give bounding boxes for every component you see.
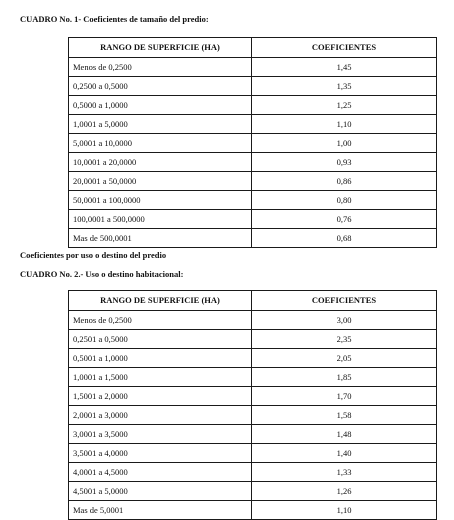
- column-header-coefficients: COEFICIENTES: [252, 38, 437, 58]
- table-row: [69, 311, 437, 330]
- range-cell: 0,5001 a 1,0000: [69, 349, 252, 368]
- coefficient-cell: 2,35: [252, 330, 437, 349]
- table-row: [69, 425, 437, 444]
- coefficient-cell: 1,26: [252, 482, 437, 501]
- range-cell: 10,0001 a 20,0000: [69, 153, 252, 172]
- range-cell: 1,0001 a 5,0000: [69, 115, 252, 134]
- cuadro-2-title: CUADRO No. 2.- Uso o destino habitacional:: [20, 269, 184, 279]
- range-cell: Mas de 500,0001: [69, 229, 252, 248]
- coefficient-cell: 0,76: [252, 210, 437, 229]
- range-cell: Menos de 0,2500: [69, 311, 252, 330]
- table-row: [69, 387, 437, 406]
- coefficient-cell: 1,25: [252, 96, 437, 115]
- table-header-row: [69, 291, 437, 311]
- range-cell: 5,0001 a 10,0000: [69, 134, 252, 153]
- coefficient-cell: 1,10: [252, 115, 437, 134]
- range-cell: 100,0001 a 500,0000: [69, 210, 252, 229]
- coefficient-cell: 1,58: [252, 406, 437, 425]
- cuadro-1-title: CUADRO No. 1- Coeficientes de tamaño del predio:: [20, 14, 209, 24]
- coefficient-cell: 3,00: [252, 311, 437, 330]
- coefficient-cell: 1,35: [252, 77, 437, 96]
- column-header-coefficients: COEFICIENTES: [252, 291, 437, 311]
- coefficient-cell: 1,33: [252, 463, 437, 482]
- coefficient-cell: 0,86: [252, 172, 437, 191]
- range-cell: 2,0001 a 3,0000: [69, 406, 252, 425]
- table-row: [69, 229, 437, 248]
- range-cell: 0,2500 a 0,5000: [69, 77, 252, 96]
- table-row: [69, 463, 437, 482]
- range-cell: 4,5001 a 5,0000: [69, 482, 252, 501]
- table-row: [69, 210, 437, 229]
- range-cell: 20,0001 a 50,0000: [69, 172, 252, 191]
- coefficient-cell: 1,85: [252, 368, 437, 387]
- table-row: [69, 191, 437, 210]
- table-row: [69, 444, 437, 463]
- range-cell: Mas de 5,0001: [69, 501, 252, 520]
- range-cell: 4,0001 a 4,5000: [69, 463, 252, 482]
- table-row: [69, 349, 437, 368]
- coefficient-cell: 0,93: [252, 153, 437, 172]
- table-row: [69, 368, 437, 387]
- coefficient-cell: 1,10: [252, 501, 437, 520]
- table-row: [69, 58, 437, 77]
- cuadro-1-table: [68, 37, 437, 248]
- range-cell: 0,2501 a 0,5000: [69, 330, 252, 349]
- table-row: [69, 330, 437, 349]
- column-header-range: RANGO DE SUPERFICIE (HA): [69, 38, 252, 58]
- table-row: [69, 115, 437, 134]
- range-cell: Menos de 0,2500: [69, 58, 252, 77]
- section-heading: Coeficientes por uso o destino del predio: [20, 250, 167, 260]
- table-row: [69, 134, 437, 153]
- table-row: [69, 153, 437, 172]
- coefficient-cell: 1,45: [252, 58, 437, 77]
- coefficient-cell: 1,48: [252, 425, 437, 444]
- table-header-row: [69, 38, 437, 58]
- table-row: [69, 501, 437, 520]
- table-row: [69, 77, 437, 96]
- table-row: [69, 96, 437, 115]
- range-cell: 3,5001 a 4,0000: [69, 444, 252, 463]
- coefficient-cell: 2,05: [252, 349, 437, 368]
- range-cell: 1,0001 a 1,5000: [69, 368, 252, 387]
- table-row: [69, 482, 437, 501]
- range-cell: 0,5000 a 1,0000: [69, 96, 252, 115]
- range-cell: 3,0001 a 3,5000: [69, 425, 252, 444]
- table-row: [69, 406, 437, 425]
- table-row: [69, 172, 437, 191]
- coefficient-cell: 1,00: [252, 134, 437, 153]
- range-cell: 50,0001 a 100,0000: [69, 191, 252, 210]
- coefficient-cell: 1,40: [252, 444, 437, 463]
- coefficient-cell: 0,80: [252, 191, 437, 210]
- cuadro-2-table: [68, 290, 437, 520]
- coefficient-cell: 1,70: [252, 387, 437, 406]
- coefficient-cell: 0,68: [252, 229, 437, 248]
- column-header-range: RANGO DE SUPERFICIE (HA): [69, 291, 252, 311]
- range-cell: 1,5001 a 2,0000: [69, 387, 252, 406]
